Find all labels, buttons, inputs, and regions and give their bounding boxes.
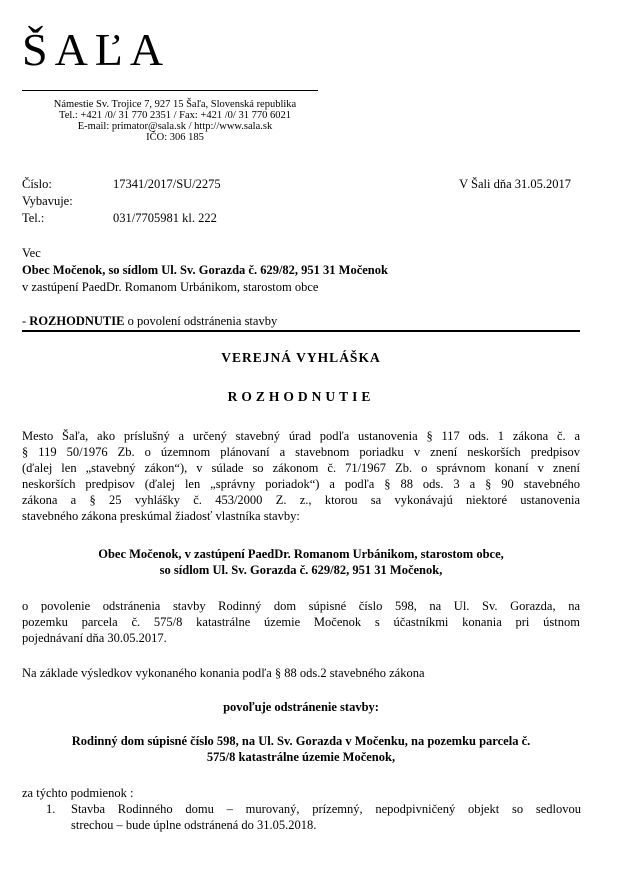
paragraph-line: Mesto Šaľa, ako príslušný a určený stavebný úrad podľa ustanovenia § 117 ods. 1 zákona č. a bbox=[22, 429, 580, 443]
condition-item bbox=[71, 801, 581, 833]
condition-line: strechou – bude úplne odstránená do 31.05.2018. bbox=[71, 818, 317, 832]
address-line: Námestie Sv. Trojice 7, 927 15 Šaľa, Slovenská republika bbox=[53, 99, 297, 110]
reference-number-value: 17341/2017/SU/2275 bbox=[113, 177, 221, 191]
ico-line: IČO: 306 185 bbox=[146, 132, 204, 143]
applicant-block bbox=[22, 546, 580, 578]
paragraph-line: pojednávaní dňa 30.05.2017. bbox=[22, 631, 167, 645]
applicant-line: Obec Močenok, v zastúpení PaedDr. Romanom Urbánikom, starostom obce, bbox=[98, 547, 504, 561]
building-line: 575/8 katastrálne územie Močenok, bbox=[206, 750, 396, 764]
basis-paragraph: Na základe výsledkov vykonaného konania podľa § 88 ods.2 stavebného zákona bbox=[22, 666, 425, 680]
subject-rest: o povolení odstránenia stavby bbox=[124, 314, 278, 328]
request-paragraph bbox=[22, 598, 580, 646]
section-divider bbox=[22, 330, 580, 332]
handled-by-label: Vybavuje: bbox=[22, 194, 73, 208]
paragraph-line: neskorších predpisov (ďalej len „správny poriadok“) a podľa § 88 ods. 3 a § 90 stavebného bbox=[22, 477, 580, 491]
email-web-line: E-mail: primator@sala.sk / http://www.sala.sk bbox=[77, 121, 273, 132]
conditions-intro: za týchto podmienok : bbox=[22, 786, 134, 800]
condition-number: 1. bbox=[46, 802, 56, 816]
subject-line bbox=[22, 313, 277, 329]
building-line: Rodinný dom súpisné číslo 598, na Ul. Sv. Gorazda v Močenku, na pozemku parcela č. bbox=[71, 734, 531, 748]
paragraph-line: zákona a § 25 vyhlášky č. 453/2000 Z. z., ktorou sa vykonávajú niektoré ustanovenia bbox=[22, 493, 580, 507]
addressee-representation: v zastúpení PaedDr. Romanom Urbánikom, starostom obce bbox=[22, 280, 319, 294]
document-date: V Šali dňa 31.05.2017 bbox=[459, 177, 571, 191]
condition-line: Stavba Rodinného domu – murovaný, prízemný, nepodpivničený objekt so sedlovou bbox=[71, 802, 581, 816]
letterhead-address-block bbox=[20, 99, 330, 143]
city-logo: ŠAĽA bbox=[22, 24, 171, 75]
paragraph-line: (ďalej len „stavebný zákon“), v súlade so zákonom č. 71/1967 Zb. o správnom konaní v znení bbox=[22, 461, 580, 475]
subject-prefix: - bbox=[22, 314, 30, 328]
paragraph-line: stavebného zákona preskúmal žiadosť vlastníka stavby: bbox=[22, 509, 300, 523]
subject-decision-word: ROZHODNUTIE bbox=[29, 314, 125, 328]
paragraph-line: o povolenie odstránenia stavby Rodinný dom súpisné číslo 598, na Ul. Sv. Gorazda, na bbox=[22, 599, 580, 613]
public-notice-heading: VEREJNÁ VYHLÁŠKA bbox=[221, 350, 381, 365]
phone-label: Tel.: bbox=[22, 211, 45, 225]
subject-label: Vec bbox=[22, 246, 41, 260]
applicant-line: so sídlom Ul. Sv. Gorazda č. 629/82, 951 31 Močenok, bbox=[159, 563, 443, 577]
decision-heading: ROZHODNUTIE bbox=[227, 389, 375, 404]
phone-value: 031/7705981 kl. 222 bbox=[113, 211, 217, 225]
paragraph-line: pozemku parcela č. 575/8 katastrálne územie Močenok s účastníkmi konania pri ústnom bbox=[22, 615, 580, 629]
addressee-line: Obec Močenok, so sídlom Ul. Sv. Gorazda č. 629/82, 951 31 Močenok bbox=[22, 263, 388, 277]
letterhead-divider bbox=[22, 90, 318, 91]
building-block bbox=[22, 733, 580, 765]
permits-line: povoľuje odstránenie stavby: bbox=[223, 700, 379, 714]
phone-fax-line: Tel.: +421 /0/ 31 770 2351 / Fax: +421 /0/ 31 770 6021 bbox=[59, 110, 291, 121]
intro-paragraph bbox=[22, 428, 580, 524]
reference-number-label: Číslo: bbox=[22, 177, 52, 191]
paragraph-line: § 119 50/1976 Zb. o územnom plánovaní a stavebnom poriadku v znení neskorších predpisov bbox=[22, 445, 580, 459]
